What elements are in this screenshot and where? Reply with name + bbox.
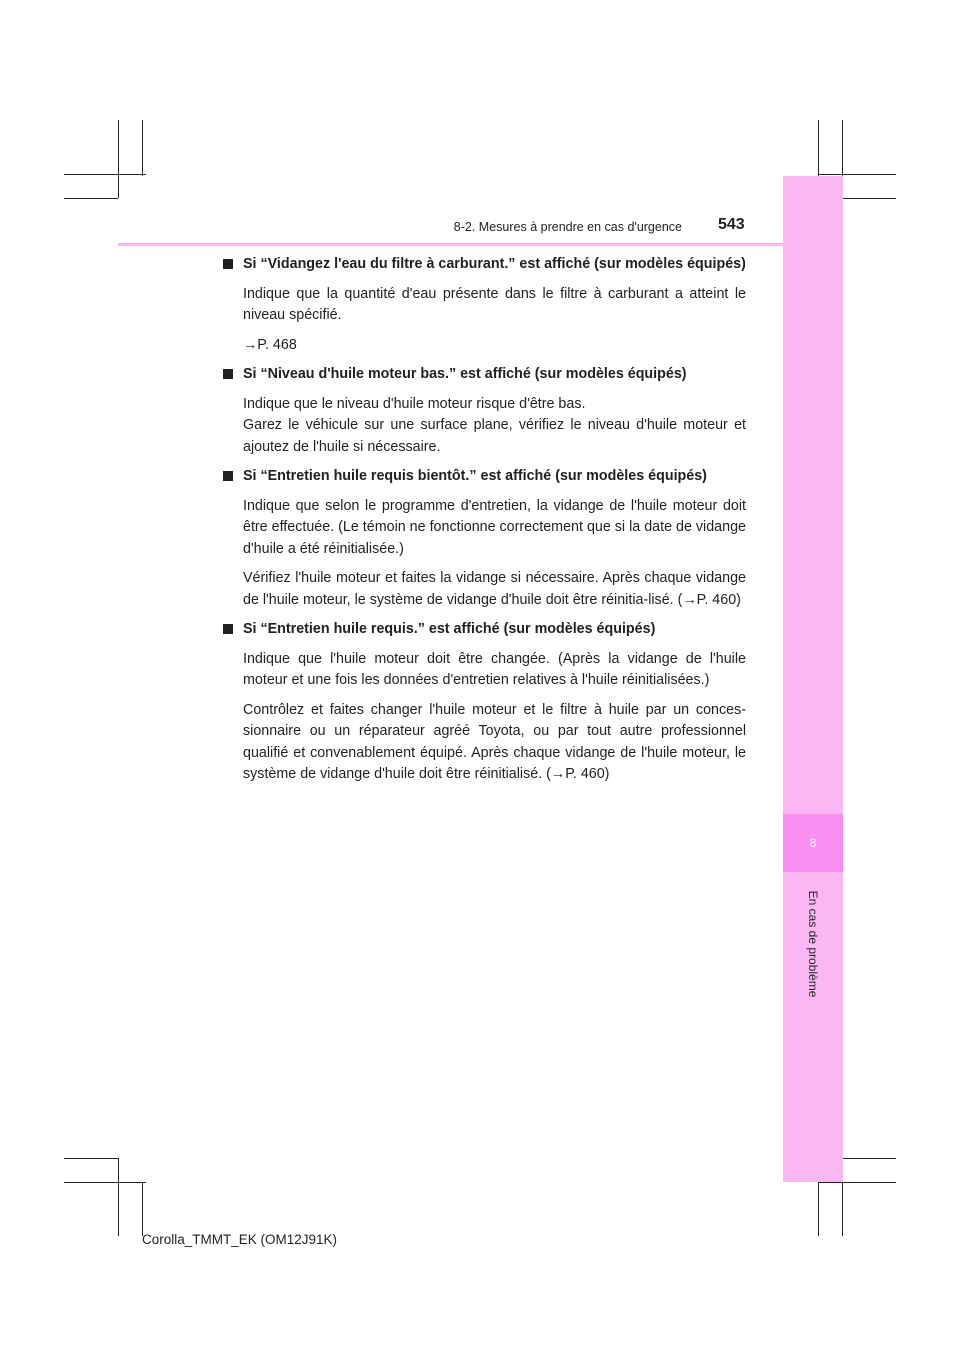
header-section-title: 8-2. Mesures à prendre en cas d'urgence — [453, 220, 682, 234]
square-bullet-icon — [223, 369, 233, 379]
header-rule — [118, 243, 783, 246]
section-heading-text: Si “Entretien huile requis.” est affiché (sur modèles équipés) — [243, 621, 656, 637]
section-oil-maintenance-soon — [222, 466, 746, 611]
crop-mark — [64, 198, 118, 199]
section-oil-level-low — [222, 364, 746, 458]
paragraph: Indique que la quantité d'eau présente dans le filtre à carburant a atteint le niveau spécifié. — [243, 285, 746, 323]
paragraph: Garez le véhicule sur une surface plane, vérifiez le niveau d'huile moteur et ajoutez de l'huile si nécessaire. — [243, 417, 746, 455]
chapter-side-tab — [783, 176, 843, 1182]
crop-mark — [818, 120, 819, 176]
crop-mark — [842, 198, 896, 199]
square-bullet-icon — [223, 259, 233, 269]
section-heading-text: Si “Entretien huile requis bientôt.” est affiché (sur modèles équipés) — [243, 468, 707, 484]
square-bullet-icon — [223, 624, 233, 634]
crop-mark — [64, 174, 146, 175]
section-water-filter — [222, 254, 746, 356]
crop-mark — [118, 120, 119, 198]
section-heading — [222, 619, 746, 641]
crop-mark — [818, 1182, 896, 1183]
section-heading — [222, 364, 746, 386]
crop-mark — [64, 1182, 146, 1183]
page-reference-link[interactable]: →P. 468 — [243, 336, 297, 353]
section-heading-text: Si “Niveau d'huile moteur bas.” est affiché (sur modèles équipés) — [243, 366, 687, 382]
crop-mark — [818, 174, 896, 175]
crop-mark — [142, 1182, 143, 1236]
section-heading-text: Si “Vidangez l'eau du filtre à carburant.” est affiché (sur modèles équipés) — [243, 256, 746, 272]
chapter-number: 8 — [783, 814, 843, 872]
page-content — [222, 254, 746, 794]
footer-model-code: Corolla_TMMT_EK (OM12J91K) — [142, 1232, 338, 1247]
paragraph: Indique que l'huile moteur doit être changée. (Après la vidange de l'huile moteur et une fois les données d'entretien relatives à l'huile réinitialisées.) — [243, 650, 746, 688]
crop-mark — [118, 1158, 119, 1236]
square-bullet-icon — [223, 471, 233, 481]
section-oil-maintenance-required — [222, 619, 746, 786]
paragraph: Vérifiez l'huile moteur et faites la vidange si nécessaire. Après chaque vidange de l'huile moteur, le système de vidange d'huile doit être réinitia-lisé. (→P. 460) — [243, 570, 746, 608]
page-number: 543 — [718, 216, 745, 233]
chapter-title: En cas de problème — [806, 890, 820, 998]
paragraph: Contrôlez et faites changer l'huile moteur et le filtre à huile par un conces-sionnaire ou un réparateur agréé Toyota, ou par tout autre professionnel qualifié et convenablement équipé. Après chaque vidange de l'huile moteur, le système de vidange d'huile doit être réinitialisé. (→P. 460) — [243, 701, 746, 782]
paragraph: Indique que selon le programme d'entretien, la vidange de l'huile moteur doit être effectuée. (Le témoin ne fonctionne correctement que si la date de vidange d'huile a été réinitialisée.) — [243, 497, 746, 557]
paragraph: Indique que le niveau d'huile moteur risque d'être bas. — [243, 395, 586, 412]
crop-mark — [818, 1182, 819, 1236]
crop-mark — [142, 120, 143, 176]
section-heading — [222, 466, 746, 488]
section-heading — [222, 254, 746, 276]
crop-mark — [64, 1158, 118, 1159]
crop-mark — [842, 1158, 896, 1159]
